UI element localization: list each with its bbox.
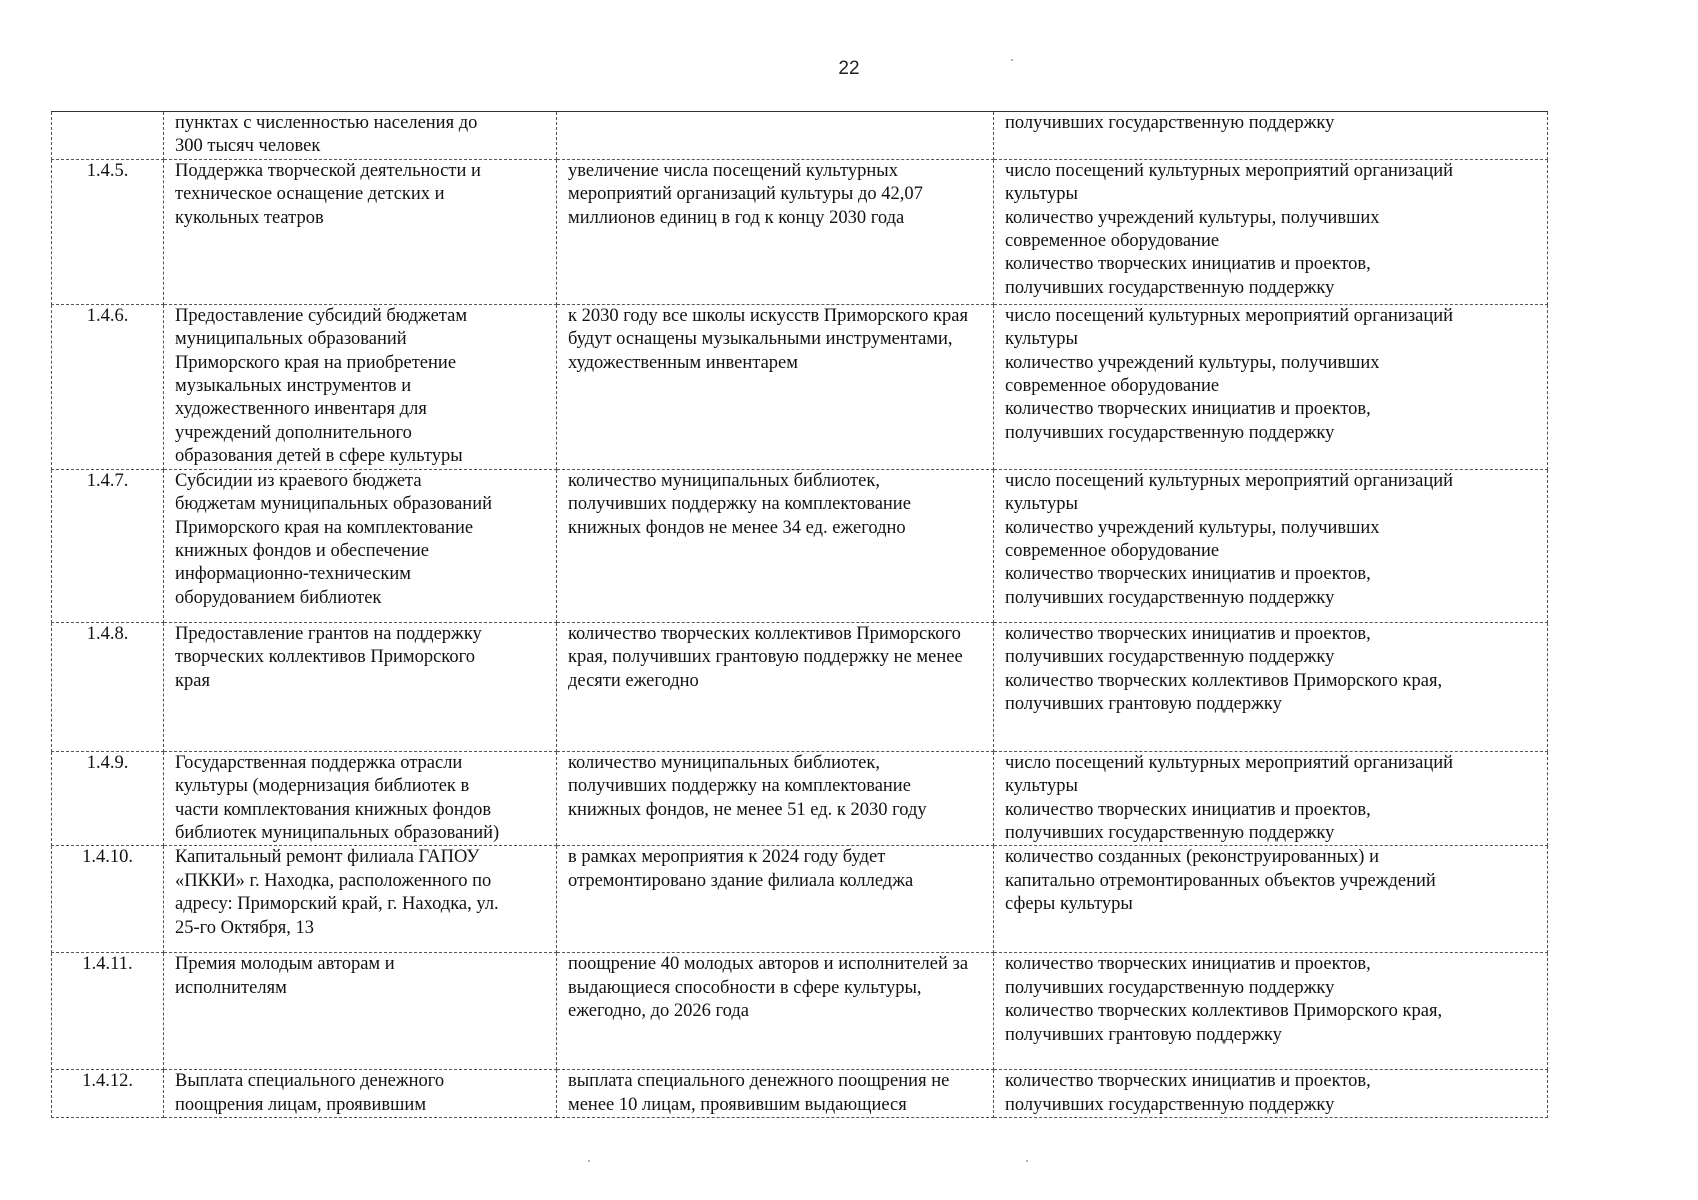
cell-text-line: современное оборудование xyxy=(1005,376,1220,397)
cell-text-line: Премия молодым авторам и xyxy=(175,954,395,975)
cell-text-line: выплата специального денежного поощрения не xyxy=(568,1071,950,1092)
cell-result xyxy=(557,622,994,751)
cell-result xyxy=(557,953,994,1070)
cell-text-line: бюджетам муниципальных образований xyxy=(175,494,492,515)
cell-text-line: число посещений культурных мероприятий организаций xyxy=(1005,305,1454,326)
cell-text-line: техническое оснащение детских и xyxy=(175,184,445,205)
table-row xyxy=(52,159,1548,304)
scan-speck xyxy=(588,1160,590,1162)
cell-number: 1.4.7. xyxy=(52,469,164,622)
cell-text-line: количество творческих коллективов Приморского xyxy=(568,623,961,644)
cell-text-line: Капитальный ремонт филиала ГАПОУ xyxy=(175,847,480,868)
cell-text-line: мероприятий организаций культуры до 42,07 xyxy=(568,184,923,205)
cell-result xyxy=(557,751,994,846)
cell-text-line: адресу: Приморский край, г. Находка, ул. xyxy=(175,894,499,915)
cell-text-line: в рамках мероприятия к 2024 году будет xyxy=(568,847,886,868)
table-row xyxy=(52,469,1548,622)
cell-text-line: получивших государственную поддержку xyxy=(1005,823,1335,844)
cell-text-line: края xyxy=(175,670,210,691)
page-number: 22 xyxy=(838,58,860,79)
cell-text-line: Приморского края на приобретение xyxy=(175,352,457,373)
table-row xyxy=(52,304,1548,469)
cell-number: 1.4.11. xyxy=(52,953,164,1070)
cell-text-line: Предоставление субсидий бюджетам xyxy=(175,305,468,326)
cell-text-line: количество творческих инициатив и проектов, xyxy=(1005,254,1371,275)
cell-text-line: выдающиеся способности в сфере культуры, xyxy=(568,977,922,998)
cell-text-line: библиотек муниципальных образований) xyxy=(175,823,500,844)
cell-text-line: число посещений культурных мероприятий организаций xyxy=(1005,470,1454,491)
cell-text-line: информационно-техническим xyxy=(175,564,411,585)
cell-event xyxy=(164,112,557,160)
cell-text-line: «ПККИ» г. Находка, расположенного по xyxy=(175,870,492,891)
cell-event xyxy=(164,304,557,469)
cell-text-line: количество творческих инициатив и проектов, xyxy=(1005,623,1371,644)
cell-text-line: 25-го Октября, 13 xyxy=(175,917,315,938)
cell-indicators xyxy=(994,953,1548,1070)
table-row xyxy=(52,953,1548,1070)
cell-text-line: число посещений культурных мероприятий организаций xyxy=(1005,160,1454,181)
cell-text-line: книжных фондов и обеспечение xyxy=(175,541,429,562)
cell-text-line: 300 тысяч человек xyxy=(175,136,321,157)
cell-text-line: поощрения лицам, проявившим xyxy=(175,1094,427,1115)
cell-text-line: исполнителям xyxy=(175,977,287,998)
cell-text-line: количество творческих инициатив и проектов, xyxy=(1005,954,1371,975)
cell-text-line: культуры xyxy=(1005,329,1078,350)
scan-speck xyxy=(1011,59,1013,61)
cell-text-line: количество творческих инициатив и проектов, xyxy=(1005,799,1371,820)
cell-text-line: художественным инвентарем xyxy=(568,352,798,373)
cell-indicators xyxy=(994,751,1548,846)
cell-text-line: части комплектования книжных фондов xyxy=(175,799,492,820)
cell-event xyxy=(164,622,557,751)
cell-event xyxy=(164,953,557,1070)
cell-text-line: получивших поддержку на комплектование xyxy=(568,494,911,515)
cell-text-line: учреждений дополнительного xyxy=(175,422,412,443)
cell-text-line: культуры xyxy=(1005,776,1078,797)
cell-text-line: культуры xyxy=(1005,184,1078,205)
cell-text-line: количество учреждений культуры, получивших xyxy=(1005,207,1380,228)
cell-text-line: художественного инвентаря для xyxy=(175,399,427,420)
cell-text-line: получивших государственную поддержку xyxy=(1005,1094,1335,1115)
cell-text-line: Предоставление грантов на поддержку xyxy=(175,623,482,644)
cell-text-line: получивших грантовую поддержку xyxy=(1005,1024,1282,1045)
cell-number: 1.4.5. xyxy=(52,159,164,304)
cell-text-line: число посещений культурных мероприятий организаций xyxy=(1005,752,1454,773)
cell-text-line: кукольных театров xyxy=(175,207,324,228)
cell-text-line: Приморского края на комплектование xyxy=(175,517,474,538)
cell-indicators xyxy=(994,1070,1548,1118)
cell-text-line: количество учреждений культуры, получивших xyxy=(1005,352,1380,373)
cell-text-line: ежегодно, до 2026 года xyxy=(568,1001,749,1022)
cell-text-line: получивших государственную поддержку xyxy=(1005,113,1335,133)
cell-text-line: отремонтировано здание филиала колледжа xyxy=(568,870,914,891)
cell-indicators xyxy=(994,846,1548,953)
cell-indicators xyxy=(994,304,1548,469)
cell-event xyxy=(164,1070,557,1118)
cell-text-line: к 2030 году все школы искусств Приморского края xyxy=(568,305,968,326)
cell-text-line: сферы культуры xyxy=(1005,894,1133,915)
cell-result xyxy=(557,159,994,304)
cell-text-line: десяти ежегодно xyxy=(568,670,699,691)
cell-text-line: получивших государственную поддержку xyxy=(1005,587,1335,608)
cell-number: 1.4.9. xyxy=(52,751,164,846)
cell-text-line: увеличение числа посещений культурных xyxy=(568,160,898,181)
cell-text-line: края, получивших грантовую поддержку не менее xyxy=(568,647,963,668)
cell-text-line: Государственная поддержка отрасли xyxy=(175,752,463,773)
table-row xyxy=(52,751,1548,846)
cell-text-line: миллионов единиц в год к концу 2030 года xyxy=(568,207,905,228)
cell-text-line: пунктах с численностью населения до xyxy=(175,113,478,133)
cell-event xyxy=(164,751,557,846)
cell-text-line: получивших государственную поддержку xyxy=(1005,647,1335,668)
cell-indicators xyxy=(994,469,1548,622)
cell-text-line: культуры xyxy=(1005,494,1078,515)
cell-indicators xyxy=(994,622,1548,751)
cell-text-line: получивших грантовую поддержку xyxy=(1005,694,1282,715)
cell-number: 1.4.12. xyxy=(52,1070,164,1118)
cell-text-line: современное оборудование xyxy=(1005,541,1220,562)
cell-text-line: количество творческих коллективов Приморского края, xyxy=(1005,1001,1443,1022)
cell-number: 1.4.8. xyxy=(52,622,164,751)
cell-text-line: муниципальных образований xyxy=(175,329,407,350)
cell-number xyxy=(52,112,164,160)
cell-text-line: количество творческих инициатив и проектов, xyxy=(1005,564,1371,585)
cell-text-line: Поддержка творческой деятельности и xyxy=(175,160,481,181)
table-row xyxy=(52,846,1548,953)
cell-text-line: количество творческих инициатив и проектов, xyxy=(1005,399,1371,420)
cell-event xyxy=(164,846,557,953)
cell-text-line: получивших государственную поддержку xyxy=(1005,977,1335,998)
cell-result xyxy=(557,112,994,160)
cell-result xyxy=(557,469,994,622)
cell-number: 1.4.6. xyxy=(52,304,164,469)
table-row xyxy=(52,1070,1548,1118)
cell-event xyxy=(164,469,557,622)
cell-number: 1.4.10. xyxy=(52,846,164,953)
cell-text-line: менее 10 лицам, проявившим выдающиеся xyxy=(568,1094,907,1115)
table-row xyxy=(52,112,1548,160)
cell-text-line: творческих коллективов Приморского xyxy=(175,647,475,668)
cell-text-line: образования детей в сфере культуры xyxy=(175,446,463,467)
cell-text-line: будут оснащены музыкальными инструментами, xyxy=(568,329,953,350)
scan-speck xyxy=(1026,1160,1028,1162)
measures-table xyxy=(51,111,1548,1118)
cell-event xyxy=(164,159,557,304)
cell-text-line: получивших государственную поддержку xyxy=(1005,277,1335,298)
cell-indicators xyxy=(994,112,1548,160)
cell-text-line: количество муниципальных библиотек, xyxy=(568,470,880,491)
cell-text-line: книжных фондов, не менее 51 ед. к 2030 году xyxy=(568,799,927,820)
cell-text-line: оборудованием библиотек xyxy=(175,587,382,608)
table-body xyxy=(52,112,1548,1118)
cell-indicators xyxy=(994,159,1548,304)
table-row xyxy=(52,622,1548,751)
cell-text-line: культуры (модернизация библиотек в xyxy=(175,776,470,797)
cell-text-line: количество творческих коллективов Приморского края, xyxy=(1005,670,1443,691)
cell-result xyxy=(557,1070,994,1118)
cell-text-line: количество творческих инициатив и проектов, xyxy=(1005,1071,1371,1092)
cell-text-line: книжных фондов не менее 34 ед. ежегодно xyxy=(568,517,906,538)
cell-text-line: музыкальных инструментов и xyxy=(175,376,412,397)
cell-result xyxy=(557,304,994,469)
cell-text-line: Субсидии из краевого бюджета xyxy=(175,470,422,491)
cell-text-line: поощрение 40 молодых авторов и исполнителей за xyxy=(568,954,969,975)
cell-text-line: количество учреждений культуры, получивших xyxy=(1005,517,1380,538)
cell-text-line: получивших государственную поддержку xyxy=(1005,422,1335,443)
cell-text-line: современное оборудование xyxy=(1005,231,1220,252)
cell-text-line: получивших поддержку на комплектование xyxy=(568,776,911,797)
cell-text-line: количество муниципальных библиотек, xyxy=(568,752,880,773)
cell-text-line: количество созданных (реконструированных) и xyxy=(1005,847,1379,868)
cell-result xyxy=(557,846,994,953)
cell-text-line: капитально отремонтированных объектов учреждений xyxy=(1005,870,1436,891)
cell-text-line: Выплата специального денежного xyxy=(175,1071,445,1092)
